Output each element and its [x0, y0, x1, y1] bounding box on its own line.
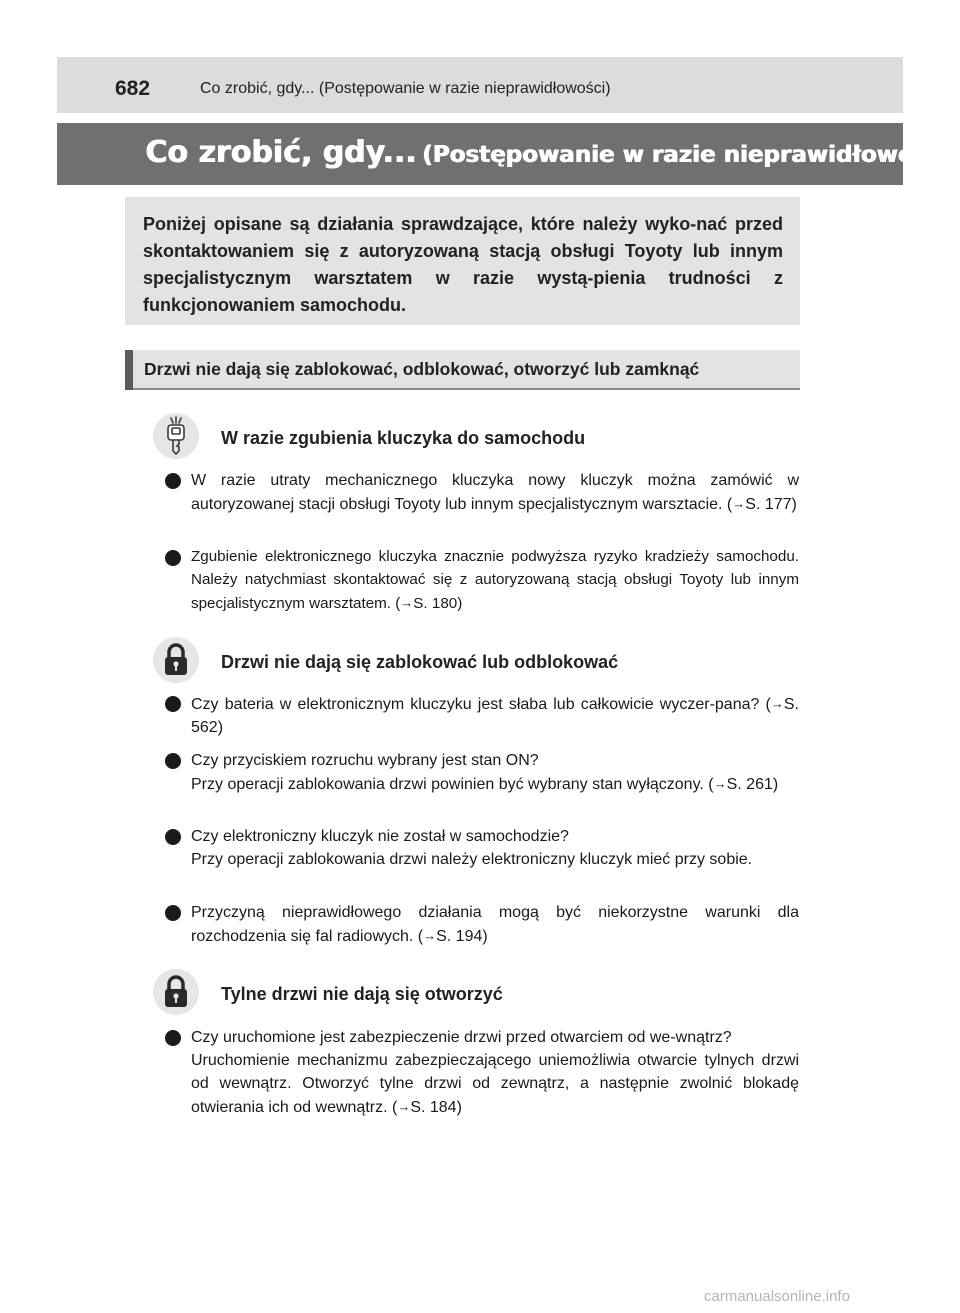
bullet-icon	[165, 905, 181, 921]
running-header	[57, 57, 903, 113]
arrow-icon: →	[770, 696, 784, 711]
list-item: Zgubienie elektronicznego kluczyka znacznie podwyższa ryzyko kradzieży samochodu. Należy natychmiast skontaktować się z autoryzowaną stacją obsługi Toyoty lub innym specjalistycznym warsztatem. (→S. 180)	[191, 548, 799, 612]
list-item: Przyczyną nieprawidłowego działania mogą być niekorzystne warunki dla rozchodzenia się fal radiowych. (→S. 194)	[191, 904, 799, 945]
bullet-icon	[165, 696, 181, 712]
intro-text: Poniżej opisane są działania sprawdzające, które należy wyko-nać przed skontaktowaniem się z autoryzowaną stacją obsługi Toyoty lub innym specjalistycznym warsztatem w razie wystą-pienia trudności z funkcjonowaniem samochodu.	[143, 214, 783, 315]
bullet-icon	[165, 473, 181, 489]
section-bar	[125, 350, 800, 390]
running-title: Co zrobić, gdy... (Postępowanie w razie nieprawidłowości)	[200, 80, 611, 97]
intro-box	[125, 197, 800, 325]
padlock-icon	[153, 969, 199, 1015]
chapter-title	[145, 135, 959, 170]
page-reference[interactable]: S. 261)	[726, 776, 779, 793]
page-reference[interactable]: S. 180)	[413, 595, 463, 612]
arrow-icon: →	[423, 928, 437, 943]
list-item: Czy bateria w elektronicznym kluczyku jest słaba lub całkowicie wyczer-pana? (→S. 562)	[191, 696, 799, 736]
key-icon	[153, 413, 199, 459]
list-item: Czy elektroniczny kluczyk nie został w samochodzie? Przy operacji zablokowania drzwi należy elektroniczny kluczyk mieć przy sobie.	[191, 828, 753, 868]
section-title: Drzwi nie dają się zablokować, odblokować, otworzyć lub zamknąć	[144, 359, 700, 379]
chapter-title-bar	[57, 123, 960, 185]
page-reference[interactable]: S. 177)	[745, 496, 797, 513]
bullet-icon	[165, 829, 181, 845]
chapter-title-main: Co zrobić, gdy...	[145, 135, 417, 170]
arrow-icon: →	[713, 776, 727, 791]
watermark: carmanualsonline.info	[704, 1288, 850, 1305]
bullet-icon	[165, 1030, 181, 1046]
page-reference[interactable]: S. 562)	[191, 696, 799, 736]
arrow-icon: →	[732, 496, 746, 511]
page-reference[interactable]: S. 184)	[410, 1099, 462, 1116]
arrow-icon: →	[397, 1099, 411, 1114]
chapter-title-sub: (Postępowanie w razie nieprawidłowości)	[421, 142, 960, 168]
subsection-heading: Tylne drzwi nie dają się otworzyć	[221, 984, 503, 1004]
list-item: Czy uruchomione jest zabezpieczenie drzwi przed otwarciem od we-wnątrz? Uruchomienie mechanizmu zabezpieczającego uniemożliwia otwarcie tylnych drzwi od wewnątrz. Otworzyć tylne drzwi od zewnątrz, a następnie zwolnić blokadę otwierania ich od wewnątrz. (→S. 184)	[191, 1029, 799, 1116]
bullet-icon	[165, 753, 181, 769]
bullet-icon	[165, 550, 181, 566]
page-reference[interactable]: S. 194)	[436, 928, 488, 945]
subsection-heading: Drzwi nie dają się zablokować lub odblokować	[221, 652, 619, 672]
padlock-icon	[153, 637, 199, 683]
arrow-icon: →	[400, 595, 414, 610]
list-item: W razie utraty mechanicznego kluczyka nowy kluczyk można zamówić w autoryzowanej stacji obsługi Toyoty lub innym specjalistycznym warsztacie. (→S. 177)	[191, 472, 799, 513]
list-item: Czy przyciskiem rozruchu wybrany jest stan ON? Przy operacji zablokowania drzwi powinien być wybrany stan wyłączony. (→S. 261)	[191, 752, 779, 793]
page-number: 682	[115, 77, 151, 100]
subsection-heading: W razie zgubienia kluczyka do samochodu	[221, 428, 586, 448]
